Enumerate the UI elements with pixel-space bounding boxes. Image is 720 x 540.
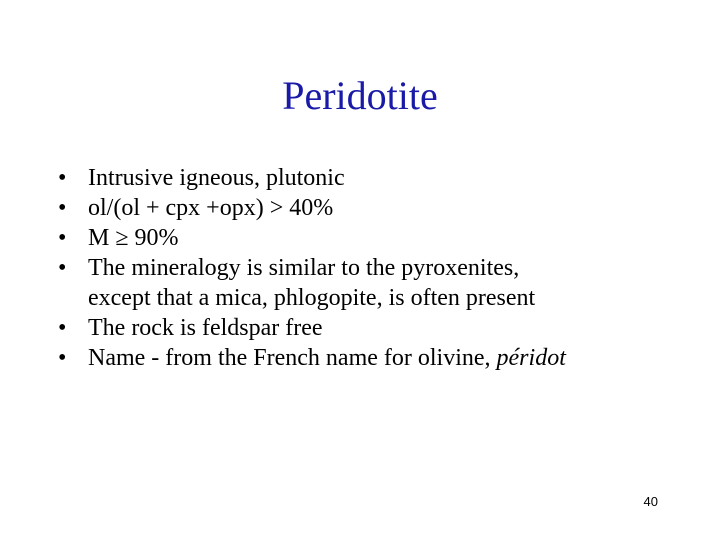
bullet-item xyxy=(56,343,696,373)
bullet-list xyxy=(56,163,696,373)
bullet-text: M ≥ 90% xyxy=(88,225,179,251)
bullet-text: Intrusive igneous, plutonic xyxy=(88,165,345,191)
bullet-icon: • xyxy=(58,225,67,251)
bullet-item xyxy=(56,163,696,193)
bullet-icon: • xyxy=(58,255,67,281)
bullet-item xyxy=(56,253,696,313)
bullet-item xyxy=(56,223,696,253)
bullet-item xyxy=(56,313,696,343)
bullet-text: ol/(ol + cpx +opx) > 40% xyxy=(88,195,334,221)
bullet-item xyxy=(56,193,696,223)
bullet-italic-text: péridot xyxy=(496,345,566,371)
bullet-text: The rock is feldspar free xyxy=(88,315,323,341)
bullet-icon: • xyxy=(58,345,67,371)
bullet-icon: • xyxy=(58,165,67,191)
bullet-text: The mineralogy is similar to the pyroxenites, xyxy=(88,255,520,281)
bullet-icon: • xyxy=(58,315,67,341)
page-number: 40 xyxy=(643,494,658,509)
bullet-text-continuation: except that a mica, phlogopite, is often present xyxy=(88,285,536,311)
bullet-icon: • xyxy=(58,195,67,221)
bullet-text: Name - from the French name for olivine, xyxy=(88,345,497,371)
slide-title: Peridotite xyxy=(282,73,438,118)
